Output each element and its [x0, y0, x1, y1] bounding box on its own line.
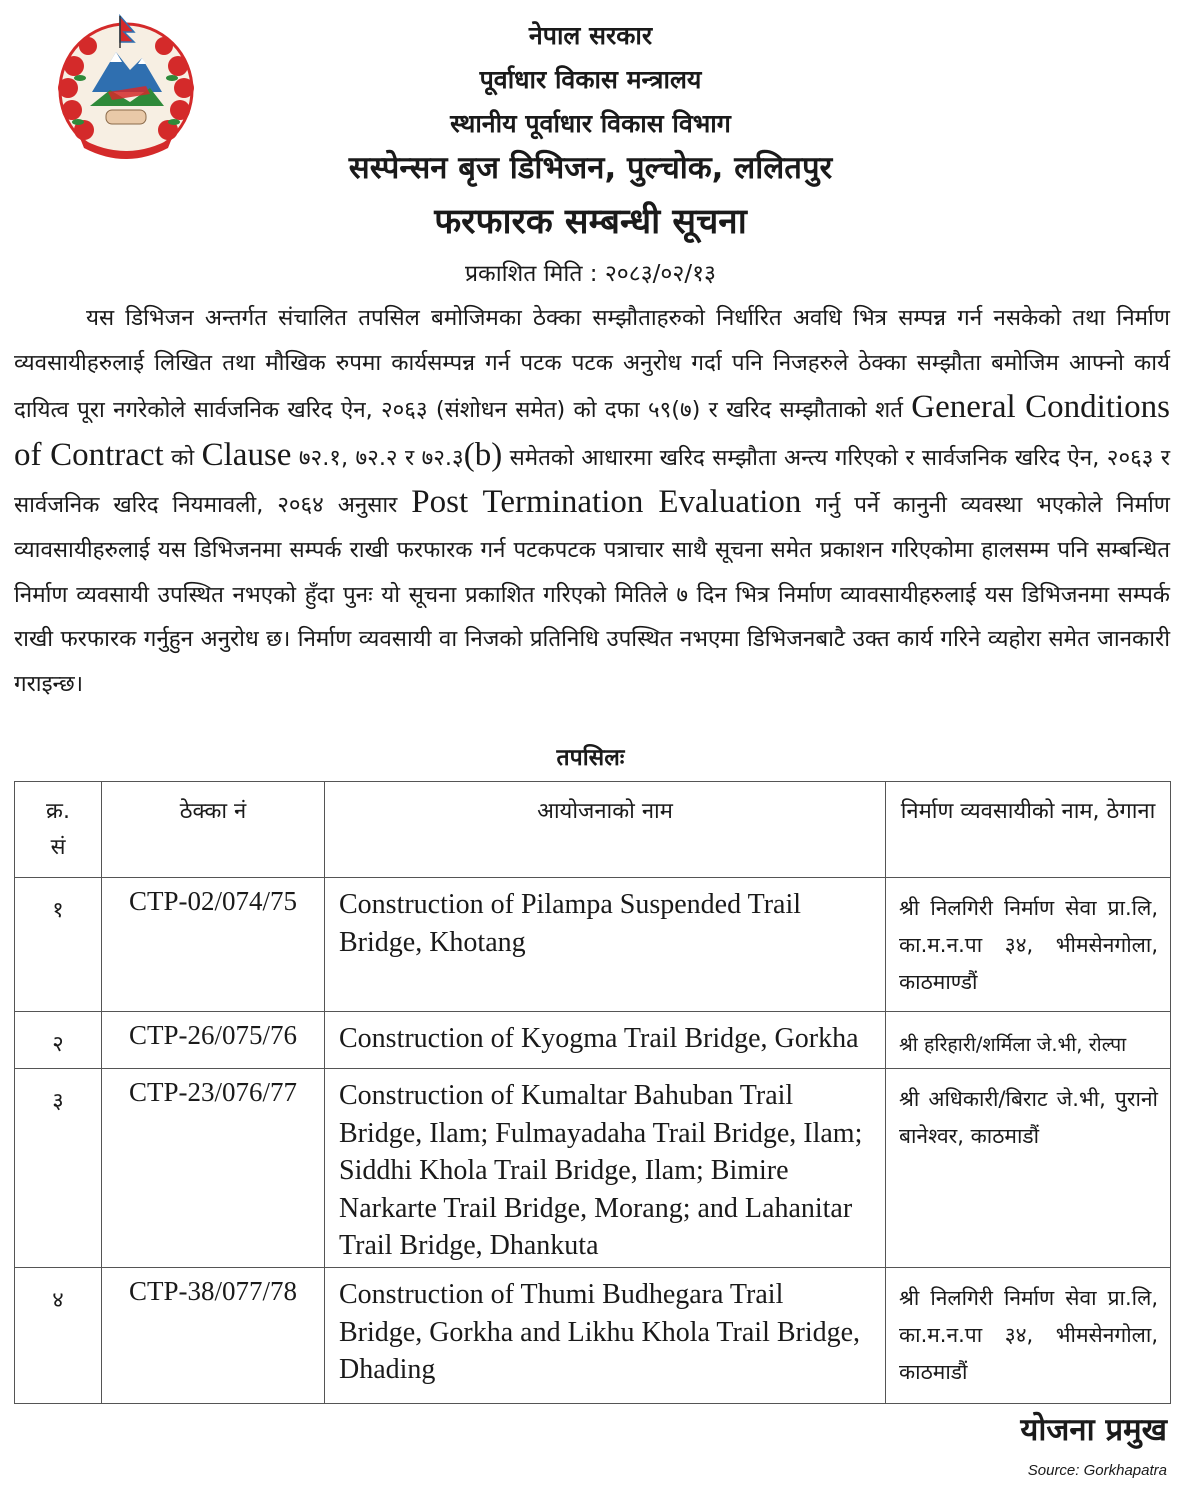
row-contract-no: CTP-23/076/77 [102, 1069, 325, 1268]
pte-text: Post Termination Evaluation [411, 484, 802, 521]
table-row [15, 1268, 1171, 1404]
header-contract: ठेक्का नं [102, 782, 325, 878]
header-contractor: निर्माण व्यवसायीको नाम, ठेगाना [886, 782, 1171, 878]
table-header-row [15, 782, 1171, 878]
row-project: Construction of Kumaltar Bahuban Trail Bridge, Ilam; Fulmayadaha Trail Bridge, Ilam; Siddhi Khola Trail Bridge, Ilam; Bimire Narkarte Trail Bridge, Morang; and Lahanitar Trail Bridge, Dhankuta [325, 1069, 886, 1268]
notice-body [14, 296, 1170, 736]
header-sn-line2: सं [50, 835, 66, 860]
department-name: स्थानीय पूर्वाधार विकास विभाग [450, 109, 731, 138]
government-name: नेपाल सरकार [528, 21, 653, 50]
clause-b-text: (b) [463, 436, 503, 473]
clause-text: Clause [201, 436, 292, 473]
row-sn: २ [15, 1012, 102, 1069]
body-part-3: ७२.१, ७२.२ र ७२.३ [291, 444, 464, 471]
table-heading: तपसिलः [556, 745, 625, 771]
signature: योजना प्रमुख [1020, 1412, 1167, 1448]
row-contract-no: CTP-26/075/76 [102, 1012, 325, 1069]
row-contractor: श्री हरिहारी/शर्मिला जे.भी, रोल्पा [886, 1012, 1171, 1069]
row-sn: १ [15, 878, 102, 1012]
row-contractor: श्री निलगिरी निर्माण सेवा प्रा.लि, का.म.न.पा ३४, भीमसेनगोला, काठमाण्डौं [886, 878, 1171, 1012]
gcc-text: General Conditions of Contract [14, 389, 1170, 473]
row-project: Construction of Kyogma Trail Bridge, Gorkha [325, 1012, 886, 1069]
row-project: Construction of Pilampa Suspended Trail Bridge, Khotang [325, 878, 886, 1012]
body-part-2: को [163, 444, 202, 471]
table-row [15, 878, 1171, 1012]
table-row [15, 1012, 1171, 1069]
row-sn: ३ [15, 1069, 102, 1268]
row-sn: ४ [15, 1268, 102, 1404]
body-part-5: गर्नु पर्ने कानुनी व्यवस्था भएकोले निर्माण व्यावसायीहरुलाई यस डिभिजनमा सम्पर्क राखी फरफारक गर्न पटकपटक पत्राचार साथै सूचना समेत प्रकाशन गरिएकोमा हालसम्म पनि सम्बन्धित निर्माण व्यवसायी उपस्थित नभएको हुँदा पुनः यो सूचना प्रकाशित गरिएको मितिले ७ दिन भित्र निर्माण व्यावसायीहरुलाई यस डिभिजनमा सम्पर्क राखी फरफारक गर्नुहुन अनुरोध छ। निर्माण व्यवसायी वा निजको प्रतिनिधि उपस्थित नभएमा डिभिजनबाटै उक्त कार्य गरिने व्यहोरा समेत जानकारी गराइन्छ। [14, 492, 1170, 697]
table-row [15, 1069, 1171, 1268]
header-sn [15, 782, 102, 878]
row-project: Construction of Thumi Budhegara Trail Bridge, Gorkha and Likhu Khola Trail Bridge, Dhading [325, 1268, 886, 1404]
division-name: सस्पेन्सन बृज डिभिजन, पुल्चोक, ललितपुर [348, 150, 833, 186]
body-part-4: समेतको आधारमा खरिद सम्झौता अन्त्य गरिएको र सार्वजनिक खरिद ऐन, २०६३ र सार्वजनिक खरिद नियमावली, २०६४ अनुसार [14, 444, 1170, 519]
header-sn-line1: क्र. [46, 799, 70, 824]
body-part-1: यस डिभिजन अन्तर्गत संचालित तपसिल बमोजिमका ठेक्का सम्झौताहरुको निर्धारित अवधि भित्र सम्पन्न गर्न नसकेको तथा निर्माण व्यवसायीहरुलाई लिखित तथा मौखिक रुपमा कार्यसम्पन्न गर्न पटक पटक अनुरोध गर्दा पनि निजहरुले ठेक्का सम्झौता बमोजिम आफ्नो कार्य दायित्व पूरा नगरेकोले सार्वजनिक खरिद ऐन, २०६३ (संशोधन समेत) को दफा ५९(७) र खरिद सम्झौताको शर्त [14, 305, 1170, 424]
row-contract-no: CTP-38/077/78 [102, 1268, 325, 1404]
contract-table [14, 781, 1171, 1404]
notice-title: फरफारक सम्बन्धी सूचना [434, 202, 747, 242]
source-credit: Source: Gorkhapatra [1027, 1462, 1167, 1479]
row-contractor: श्री निलगिरी निर्माण सेवा प्रा.लि, का.म.न.पा ३४, भीमसेनगोला, काठमाडौं [886, 1268, 1171, 1404]
ministry-name: पूर्वाधार विकास मन्त्रालय [479, 65, 702, 94]
row-contract-no: CTP-02/074/75 [102, 878, 325, 1012]
published-date: प्रकाशित मिति : २०८३/०२/१३ [464, 261, 717, 287]
header-project: आयोजनाको नाम [325, 782, 886, 878]
row-contractor: श्री अधिकारी/बिराट जे.भी, पुरानो बानेश्वर, काठमाडौं [886, 1069, 1171, 1268]
